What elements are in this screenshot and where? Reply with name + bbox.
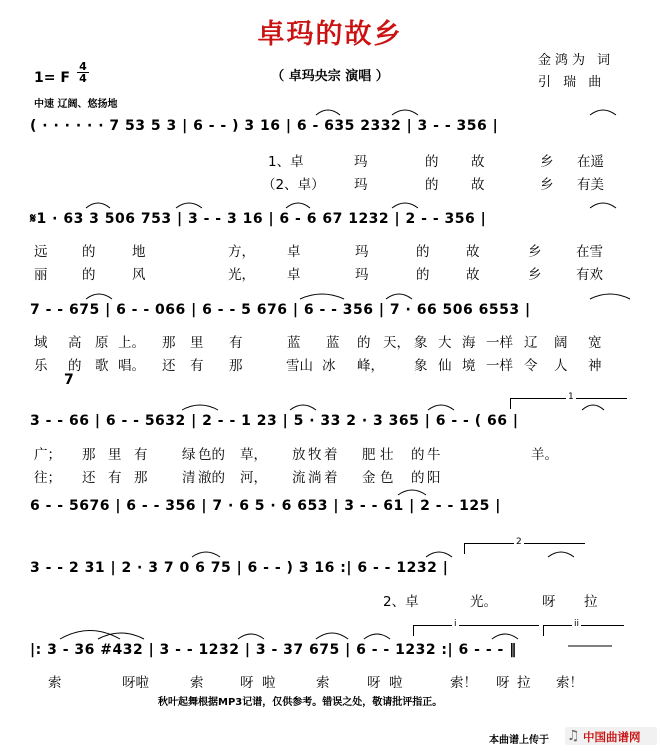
lyric-word: 乡 [528,244,542,260]
slur [290,405,316,410]
lyric-word: 的 [411,470,425,486]
lyric-word: 一样 [486,358,513,374]
lyric-word: 牧 [308,447,322,463]
lyric-word: （2、卓） [262,177,325,193]
upload-credit: 本曲谱上传于 [489,735,549,746]
slur [86,203,110,208]
slur [428,405,454,410]
lyric-word: 呀 [240,675,254,691]
lyric-word: 羊。 [531,447,558,463]
lyric-word: 索 [190,675,204,691]
slur [426,552,452,557]
music-row: 6 - - 5676 | 6 - - 356 | 7 · 6 5 · 6 653 | 3 - - 61 | 2 - - 125 | [30,498,501,514]
lyric-word: 有 [190,358,204,374]
lyric-word: 的 [425,154,439,170]
music-row: 3 - - 2 31 | 2 · 3 7 0 6 75 | 6 - - ) 3 16 :| 6 - - 1232 | [30,560,449,576]
music-note-icon: ♫ [567,728,580,744]
lyric-word: 那 [162,335,176,351]
lyric-word: 淌 [308,470,322,486]
lyric-word: 乐 [34,358,48,374]
lyric-word: 有 [108,470,122,486]
lyric-word: 流 [292,470,306,486]
slur [492,634,518,639]
lyric-word: 远 [34,244,48,260]
lyric-word: 在遥 [577,154,604,170]
lyric-word: 蓝 [287,335,301,351]
lyric-word: 还 [82,470,96,486]
key-signature: 1= F [34,70,70,86]
lyric-word: 放 [292,447,306,463]
music-row: 7 - - 675 | 6 - - 066 | 6 - - 5 676 | 6 - - 356 | 7 · 66 506 6553 | [30,302,531,318]
slur [364,634,390,639]
lyric-word: 的 [425,177,439,193]
lyric-word: 着 [324,470,338,486]
lyric-word: 故 [466,244,480,260]
lyric-word: 仙 [438,358,452,374]
volta-label: 1 [568,392,574,402]
lyric-word: 的 [82,267,96,283]
lyric-word: 啦 [389,675,403,691]
lyric-word: 令 [524,358,538,374]
site-logo-text: 中国曲谱网 [583,730,641,744]
lyric-word: 绿 [182,447,196,463]
lyricist-credit: 金鸿为 词 [538,53,615,68]
lyric-word: 蓝 [326,335,340,351]
slur [398,490,426,495]
slur [316,633,348,639]
lyric-word: 索 [48,675,62,691]
slur [392,203,418,208]
lyric-word: 呀 [542,594,556,610]
lyric-word: 澈的 [198,470,225,486]
lyric-word: 里 [190,335,204,351]
lyric-word: 丽 [34,267,48,283]
lyric-word: 广； [34,447,61,463]
lyric-word: 冰 [322,358,336,374]
lyric-word: 风 [132,267,146,283]
lyric-word: 神 [588,358,602,374]
lyric-word: 1、卓 [268,154,304,170]
lyric-word: 故 [471,154,485,170]
lyric-word: 那 [134,470,148,486]
lyric-word: 唱。 [118,358,145,374]
lyric-word: 有 [134,447,148,463]
lyric-word: 在雪 [576,244,603,260]
lyric-word: 的 [82,244,96,260]
lyric-word: 象 [414,335,428,351]
music-row: 𝄋1 · 63 3 506 753 | 3 - - 3 16 | 6 - 6 67 1232 | 2 - - 356 | [30,211,487,227]
slur [582,405,604,410]
slur [192,552,220,557]
lyric-word: 大 [438,335,452,351]
music-row: ( · · · · · · 7 53 5 3 | 6 - - ) 3 16 | 6 - 635 2332 | 3 - - 356 | [30,118,499,134]
lyric-word: 拉 [517,675,531,691]
lyric-word: 那 [82,447,96,463]
lyric-word: 的 [416,244,430,260]
lyric-word: 原 [95,335,109,351]
lyric-word: 色 [380,470,394,486]
lyric-word: 的 [357,335,371,351]
lyric-word: 有欢 [576,267,603,283]
song-title: 卓玛的故乡 [257,19,403,50]
slur [316,110,340,115]
lyric-word: 域 [34,335,48,351]
lyric-word: 上。 [118,335,145,351]
volta-label: ii [574,619,580,629]
lyric-word: 牛 [427,447,441,463]
lyric-word: 色的 [198,447,225,463]
lyric-word: 辽 [524,335,538,351]
lyric-word: 壮 [380,447,394,463]
lyric-word: 玛 [354,154,368,170]
lyric-word: 阳 [427,470,441,486]
lyric-word: 境 [462,358,476,374]
lyric-word: 地 [132,244,146,260]
lyric-word: 歌 [95,358,109,374]
lyric-word: 呀 [367,675,381,691]
slur [590,203,616,208]
lyric-word: 里 [108,447,122,463]
lyric-word: 故 [466,267,480,283]
lyric-word: 天， [383,335,410,351]
slur [238,634,264,639]
lyric-word: 2、卓 [383,594,419,610]
lyric-word: 卓 [287,244,301,260]
lyric-word: 有美 [577,177,604,193]
composer-credit: 引 瑞 曲 [538,75,606,90]
singer-credit: （ 卓玛央宗 演唱 ） [271,69,389,84]
lyric-word: 清 [182,470,196,486]
lyric-word: 光， [228,267,255,283]
lyric-word: 拉 [584,594,598,610]
lyric-word: 呀 [496,675,510,691]
volta-label: 2 [516,537,522,547]
lyric-word: 那 [229,358,243,374]
slur [590,110,616,115]
slur [182,405,218,410]
lyric-word: 索 [316,675,330,691]
slur [392,110,418,115]
lyric-word: 索！ [556,675,583,691]
lyric-word: 有 [229,335,243,351]
lyric-word: 光。 [470,594,497,610]
lyric-word: 的 [416,267,430,283]
slur [86,294,112,299]
slur [590,294,630,299]
slur [98,633,144,639]
lyric-word: 海 [462,335,476,351]
lyric-word: 乡 [528,267,542,283]
transcription-note: 秋叶起舞根据MP3记谱，仅供参考。错误之处，敬请批评指正。 [158,697,443,708]
lyric-word: 着 [324,447,338,463]
lyric-word: 啦 [262,675,276,691]
meter-bottom: 4 [77,72,89,84]
lyric-word: 故 [471,177,485,193]
lyric-word: 的 [411,447,425,463]
slur [286,203,310,208]
lyric-word: 玛 [354,177,368,193]
lyric-word: 峰， [357,358,384,374]
music-row: |: 3 - 36 #432 | 3 - - 1232 | 3 - 37 675 | 6 - - 1232 :| 6 - - - ‖ [30,642,517,658]
lyric-word: 索！ [450,675,477,691]
lyric-word: 玛 [355,244,369,260]
meter-top: 4 [79,60,87,73]
lyric-word: 肥 [362,447,376,463]
lyric-word: 方， [228,244,255,260]
lyric-word: 阔 [554,335,568,351]
lyric-word: 呀啦 [122,675,149,691]
lyric-word: 的 [68,358,82,374]
tempo-marking: 中速 辽阔、悠扬地 [34,99,118,110]
slur [548,552,574,557]
music-row: 3 - - 66 | 6 - - 5632 | 2 - - 1 23 | 5 · 33 2 · 3 365 | 6 - - ( 66 | [30,413,519,429]
lyric-word: 宽 [588,335,602,351]
lyric-word: 象 [414,358,428,374]
lyric-word: 玛 [355,267,369,283]
lyric-word: 河， [240,470,267,486]
lyric-word: 人 [554,358,568,374]
lyric-word: 乡 [540,177,554,193]
slur [386,294,412,299]
lyric-word: 雪山 [286,358,313,374]
lyric-word: 草， [240,447,267,463]
lyric-word: 乡 [540,154,554,170]
site-logo[interactable] [565,727,657,745]
lyric-word: 一样 [486,335,513,351]
pickup-note: 7 [64,372,74,388]
slur [60,631,120,640]
lyric-word: 金 [362,470,376,486]
lyric-word: 还 [162,358,176,374]
lyric-word: 高 [68,335,82,351]
slur [300,294,344,299]
slur [176,203,202,208]
lyric-word: 往； [34,470,61,486]
lyric-word: 卓 [287,267,301,283]
volta-label: i [454,619,457,629]
